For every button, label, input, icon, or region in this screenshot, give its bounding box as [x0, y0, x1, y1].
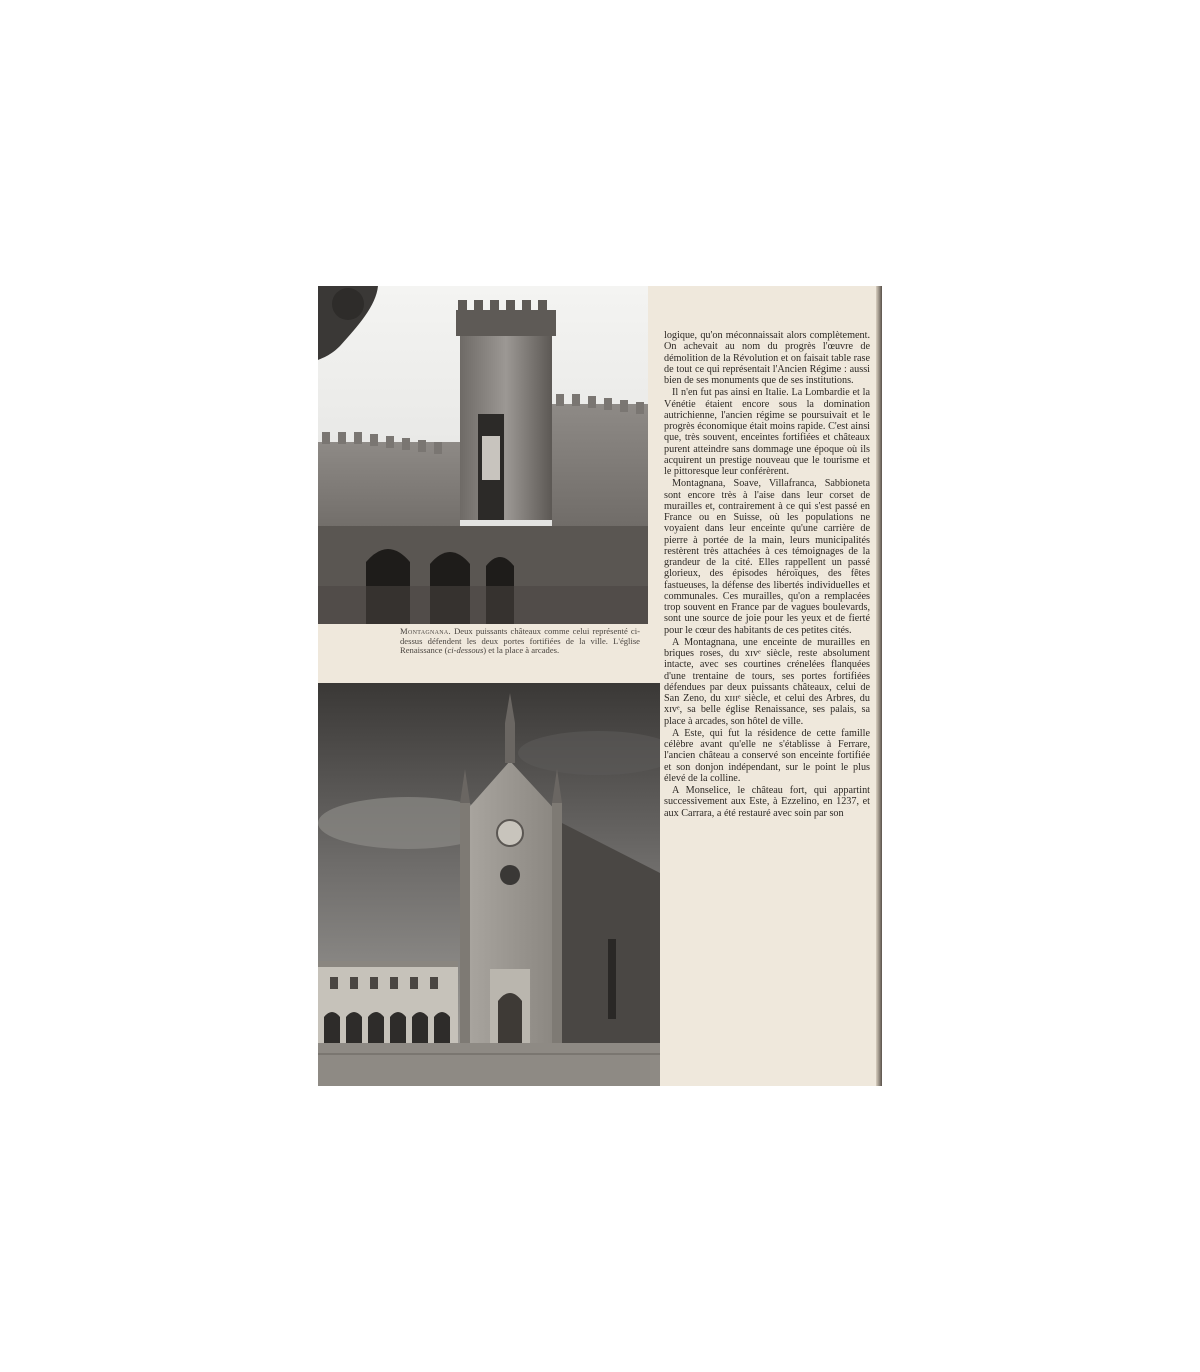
caption-text-a: Deux puissants châteaux comme celui représenté ci-dessus défendent les deux portes fortifiées de la ville. L'église Renaissance (	[400, 626, 640, 656]
castle-illustration	[318, 286, 648, 624]
paragraph: logique, qu'on méconnaissait alors complètement. On achevait au nom du progrès l'œuvre de démolition de la Révolution et on faisait table rase de tout ce qui représentait l'Ancien Régime : aussi bien de ses monuments que de ses institutions.	[664, 330, 870, 386]
caption-italic: ci-dessous	[447, 645, 484, 656]
binding-edge	[876, 286, 882, 1086]
church-photo	[318, 683, 660, 1086]
page-scan	[318, 286, 882, 1086]
church-illustration	[318, 683, 660, 1086]
paragraph: Il n'en fut pas ainsi en Italie. La Lombardie et la Vénétie étaient encore sous la domination autrichienne, l'ancien régime se poursuivait et le progrès économique était moins rapide. C'est ainsi que, très souvent, enceintes fortifiées et châteaux purent atteindre sans dommage une époque où ils acquirent un prestige nouveau que le tourisme et le pittoresque leur conférèrent.	[664, 387, 870, 477]
castle-photo	[318, 286, 648, 624]
paragraph: A Monselice, le château fort, qui appartint successivement aux Este, à Ezzelino, en 1237, et aux Carrara, a été restauré avec soin par son	[664, 785, 870, 819]
article-column	[664, 330, 870, 820]
caption-text-b: ) et la place à arcades.	[483, 645, 560, 656]
caption-place: Montagnana.	[400, 626, 451, 636]
paragraph: A Este, qui fut la résidence de cette famille célèbre avant qu'elle ne s'établisse à Ferrare, l'ancien château a conservé son enceinte fortifiée et son donjon indépendant, sur le point le plus élevé de la colline.	[664, 727, 870, 784]
paragraph: Montagnana, Soave, Villafranca, Sabbioneta sont encore très à l'aise dans leur corset de murailles et, contrairement à ce qui s'est passé en France ou en Suisse, où les populations ne voyaient dans leur enceinte qu'une carrière de pierre à portée de la main, leurs municipalités restèrent très attachées à ces témoignages de la grandeur de la cité. Elles rappellent un passé glorieux, des épisodes héroïques, des fêtes fastueuses, la défense des libertés individuelles et communales. Ces murailles, qu'on a remplacées trop souvent en France par de vagues boulevards, sont une source de joie pour les yeux et de fierté pour le cœur des habitants de ces petites cités.	[664, 478, 870, 636]
photo-caption	[400, 627, 640, 656]
paragraph: A Montagnana, une enceinte de murailles en briques roses, du xɪvᵉ siècle, reste absolument intacte, avec ses courtines crénelées flanquées d'une trentaine de tours, ses portes fortifiées défendues par deux puissants châteaux, celui de San Zeno, du xɪɪɪᵉ siècle, et celui des Arbres, du xɪvᵉ, sa belle église Renaissance, ses palais, sa place à arcades, son hôtel de ville.	[664, 636, 870, 727]
